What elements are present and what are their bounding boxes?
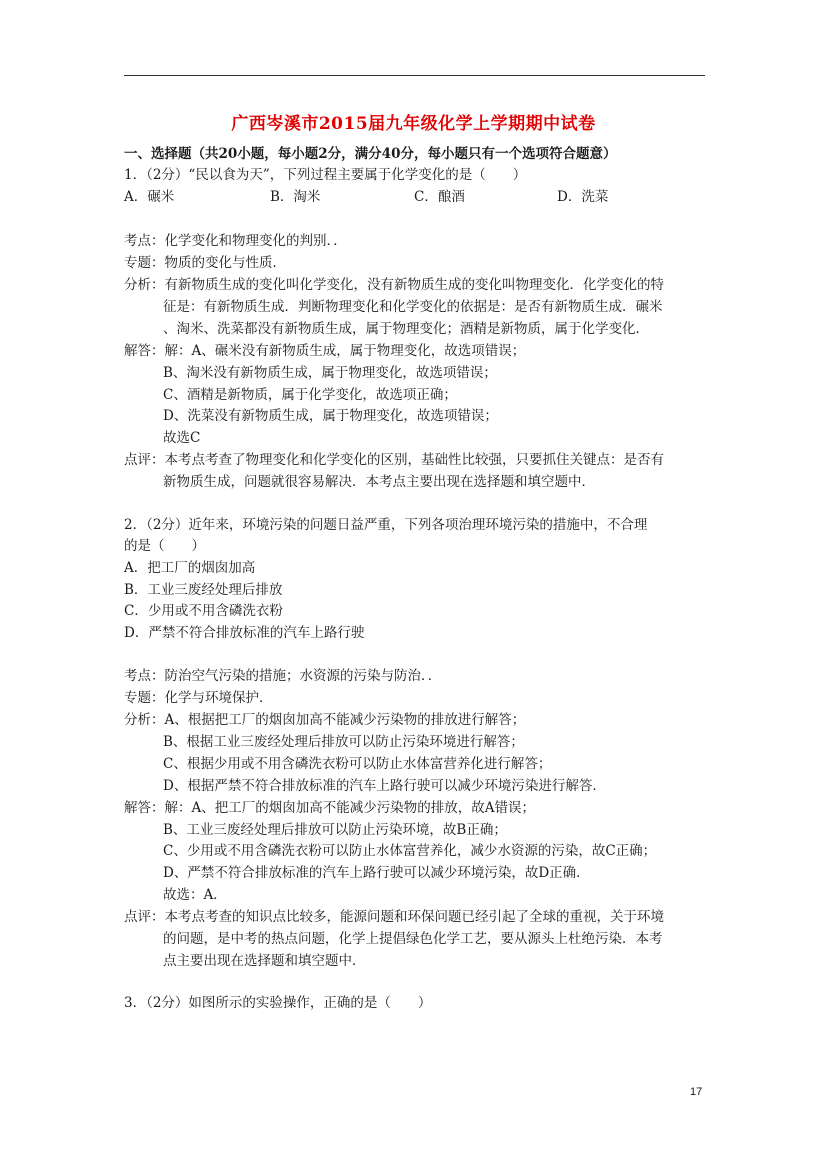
q1-stem: 1．（2分）“民以食为天”，下列过程主要属于化学变化的是（ ） (124, 167, 527, 183)
q2-fenxi-line2: B、根据工业三废经处理后排放可以防止污染环境进行解答； (163, 734, 524, 750)
q3-stem: 3．（2分）如图所示的实验操作，正确的是（ ） (124, 995, 432, 1011)
q1-jieda-line1: 解答：解：A、碾米没有新物质生成，属于物理变化，故选项错误； (124, 343, 526, 359)
q1-jieda-line5: 故选C (163, 430, 201, 446)
q1-option-a: A．碾米 (124, 189, 175, 205)
q2-dianping-line3: 点主要出现在选择题和填空题中． (163, 953, 366, 969)
q2-stem-line2: 的是（ ） (124, 538, 205, 554)
q2-zhuanti: 专题：化学与环境保护． (124, 690, 273, 706)
q1-fenxi-line3: 、淘米、洗菜都没有新物质生成，属于物理变化；酒精是新物质，属于化学变化． (163, 321, 649, 337)
q2-option-b: B．工业三废经处理后排放 (124, 582, 283, 598)
q2-dianping-line1: 点评：本考点考查的知识点比较多，能源问题和环保问题已经引起了全球的重视，关于环境 (124, 909, 664, 925)
q2-option-a: A．把工厂的烟囱加高 (124, 560, 256, 576)
q2-jieda-line1: 解答：解：A、把工厂的烟囱加高不能减少污染物的排放，故A错误； (124, 800, 535, 816)
q1-zhuanti: 专题：物质的变化与性质． (124, 255, 286, 271)
q1-option-c: C．酿酒 (414, 189, 465, 205)
section-heading: 一、选择题（共20小题，每小题2分，满分40分，每小题只有一个选项符合题意） (124, 146, 617, 162)
q1-kaodian: 考点：化学变化和物理变化的判别．． (124, 233, 347, 249)
q2-stem-line1: 2．（2分）近年来，环境污染的问题日益严重，下列各项治理环境污染的措施中，不合理 (124, 517, 648, 533)
q1-fenxi-line1: 分析：有新物质生成的变化叫化学变化，没有新物质生成的变化叫物理变化．化学变化的特 (124, 277, 664, 293)
q1-jieda-line2: B、淘米没有新物质生成，属于物理变化，故选项错误； (163, 365, 497, 381)
page-number: 17 (690, 1086, 703, 1098)
q2-fenxi-line1: 分析：A、根据把工厂的烟囱加高不能减少污染物的排放进行解答； (124, 712, 526, 728)
page-title: 广西岑溪市2015届九年级化学上学期期中试卷 (231, 114, 596, 134)
q2-dianping-line2: 的问题，是中考的热点问题，化学上提倡绿色化学工艺，要从源头上杜绝污染．本考 (163, 931, 663, 947)
q1-option-d: D．洗菜 (557, 189, 609, 205)
q2-jieda-line5: 故选：A． (163, 887, 227, 903)
q1-jieda-line4: D、洗菜没有新物质生成，属于物理变化，故选项错误； (163, 408, 498, 424)
q2-option-d: D．严禁不符合排放标准的汽车上路行驶 (124, 625, 365, 641)
q2-fenxi-line4: D、根据严禁不符合排放标准的汽车上路行驶可以减少环境污染进行解答． (163, 778, 606, 794)
q2-kaodian: 考点：防治空气污染的措施；水资源的污染与防治．． (124, 668, 442, 684)
q1-dianping-line1: 点评：本考点考查了物理变化和化学变化的区别，基础性比较强，只要抓住关键点：是否有 (124, 452, 664, 468)
q2-jieda-line2: B、工业三废经处理后排放可以防止污染环境，故B正确； (163, 822, 507, 838)
q1-dianping-line2: 新物质生成，问题就很容易解决．本考点主要出现在选择题和填空题中． (163, 474, 595, 490)
header-rule (124, 75, 705, 76)
q2-jieda-line4: D、严禁不符合排放标准的汽车上路行驶可以减少环境污染，故D正确． (163, 865, 590, 881)
q2-option-c: C．少用或不用含磷洗衣粉 (124, 603, 283, 619)
q2-jieda-line3: C、少用或不用含磷洗衣粉可以防止水体富营养化，减少水资源的污染，故C正确； (163, 843, 657, 859)
q1-option-b: B．淘米 (270, 189, 321, 205)
q1-fenxi-line2: 征是：有新物质生成．判断物理变化和化学变化的依据是：是否有新物质生成．碾米 (163, 299, 663, 315)
q1-jieda-line3: C、酒精是新物质，属于化学变化，故选项正确； (163, 387, 457, 403)
q2-fenxi-line3: C、根据少用或不用含磷洗衣粉可以防止水体富营养化进行解答； (163, 756, 552, 772)
